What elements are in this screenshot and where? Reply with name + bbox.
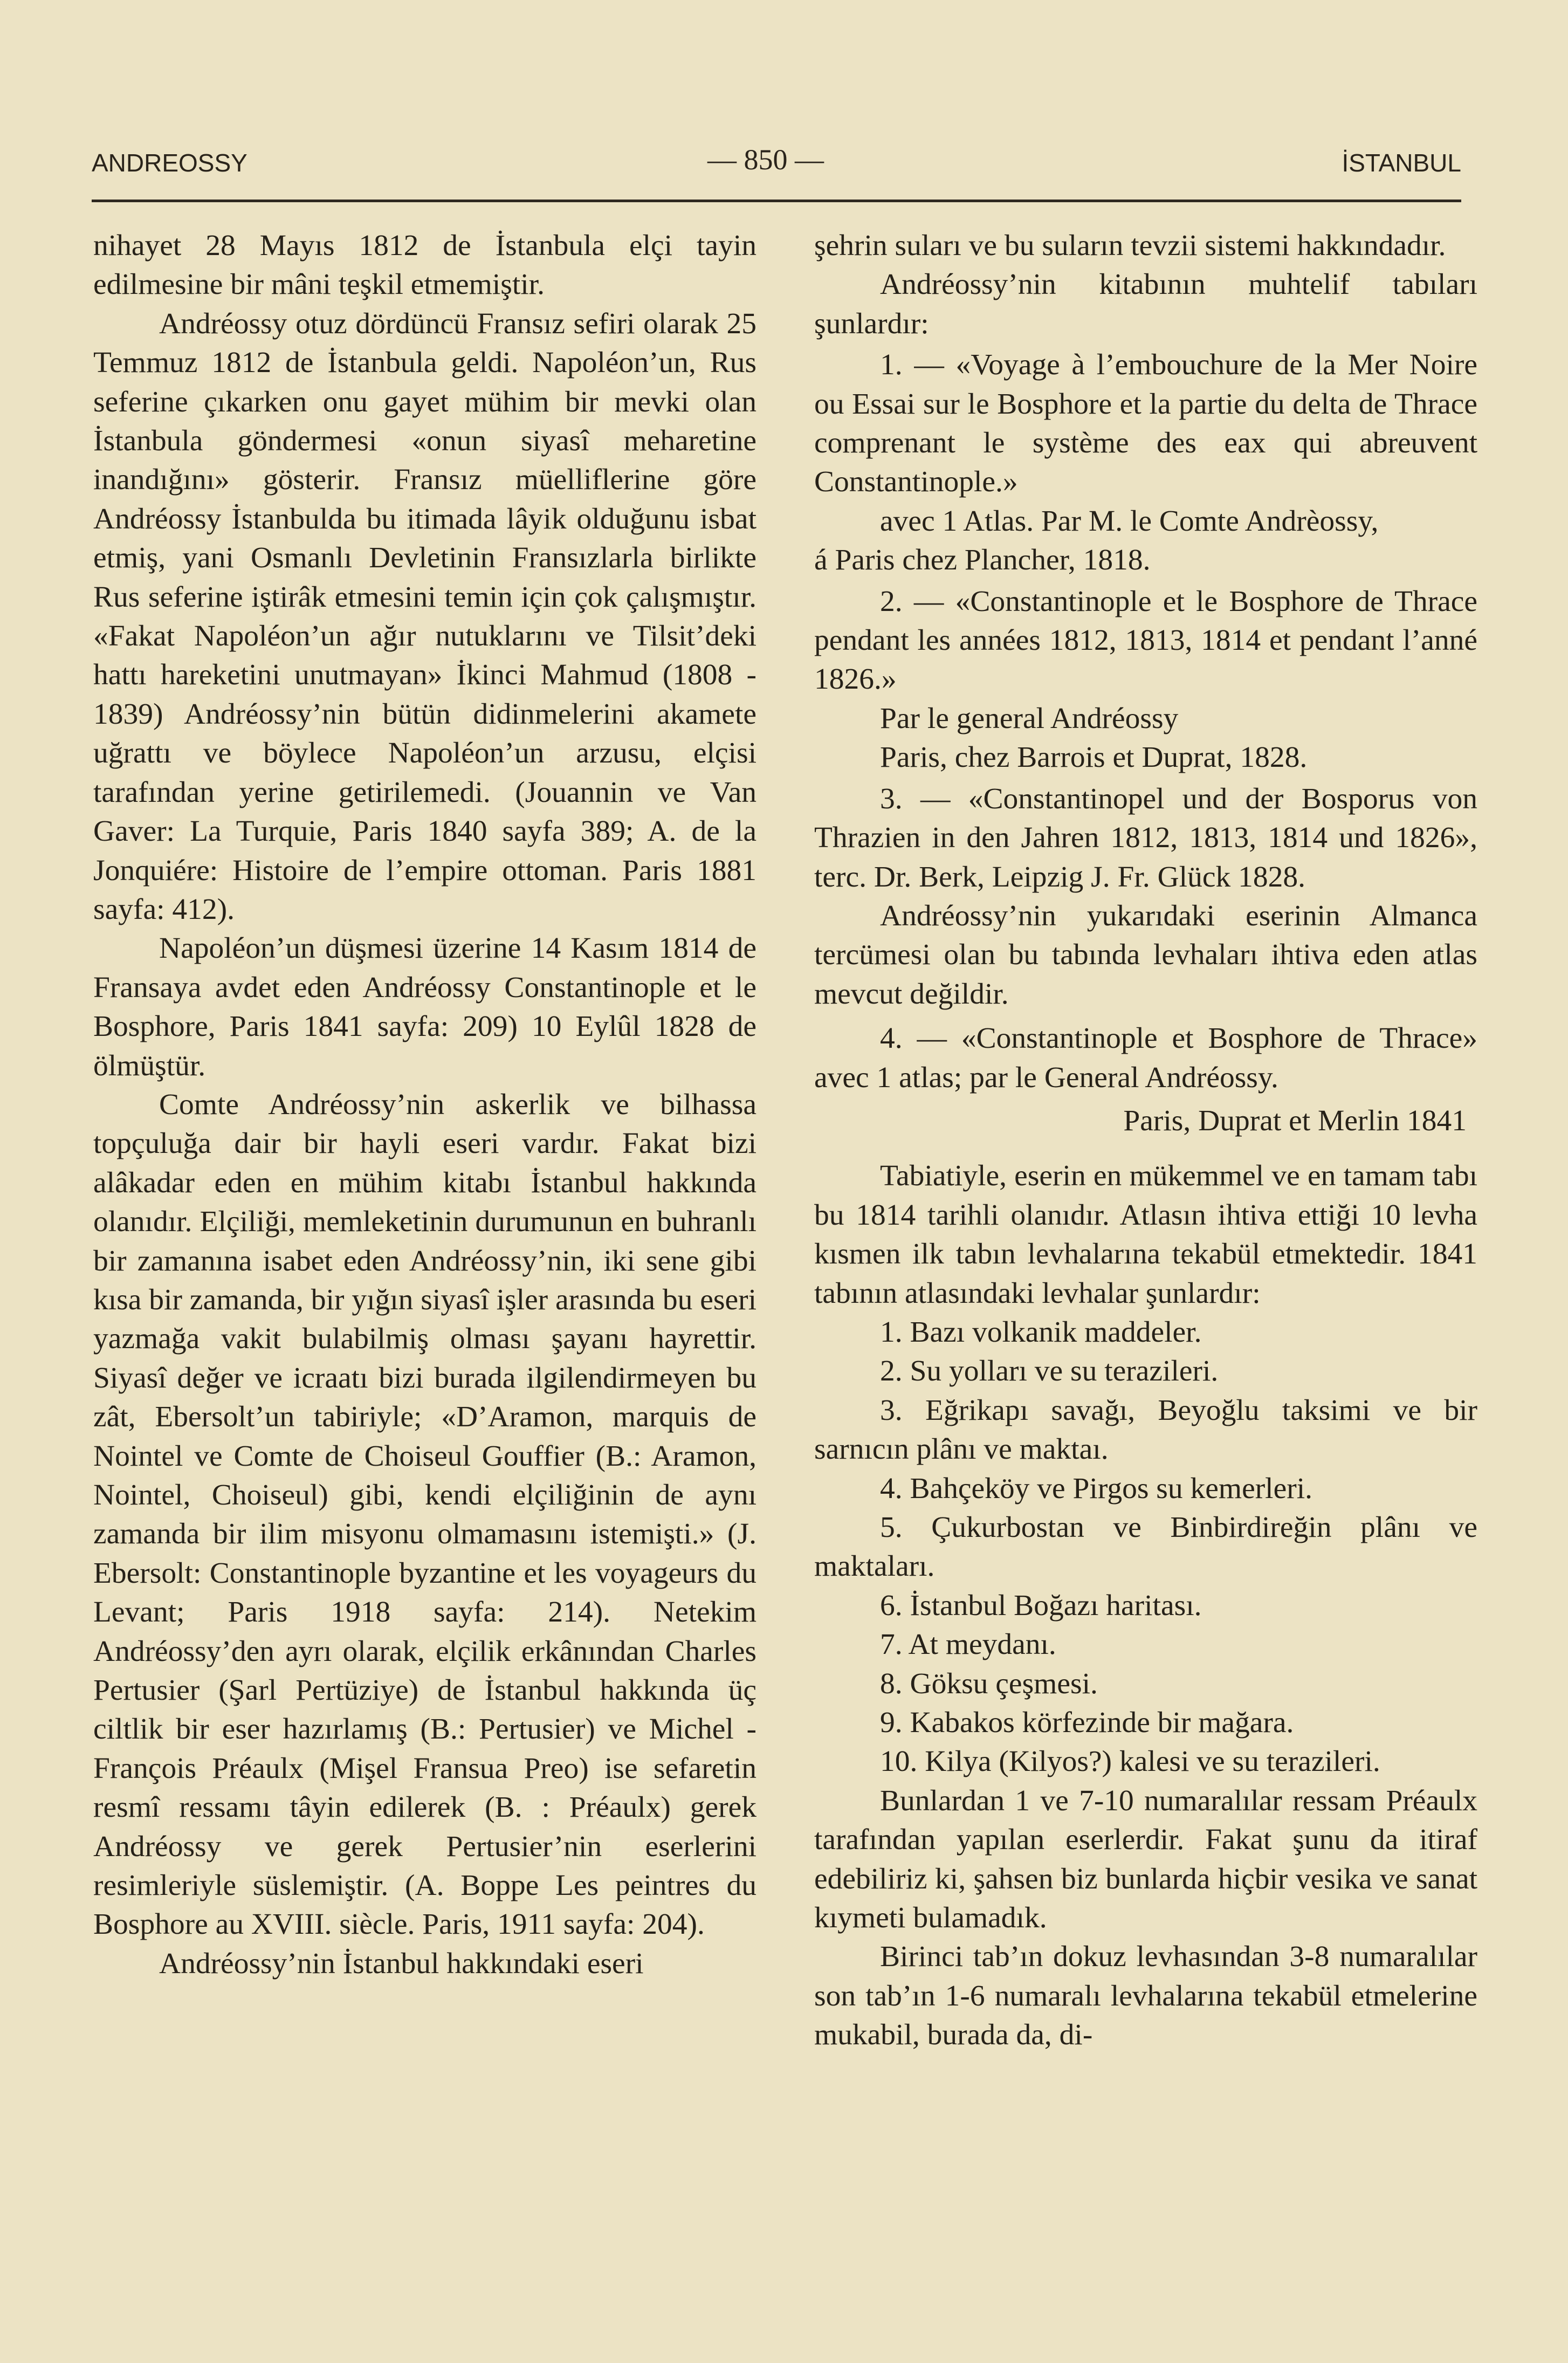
edition-2-imprint: Paris, chez Barrois et Duprat, 1828. — [880, 741, 1308, 774]
plate-list-item: 10. Kilya (Kilyos?) kalesi ve su terazileri. — [880, 1745, 1380, 1778]
paragraph: Bunlardan 1 ve 7-10 numaralılar ressam Préaulx tarafından yapılan eserlerdir. Fakat şunu da itiraf edebiliriz ki, şahsen biz bunlarda hiçbir vesika ve sanat kıymeti bulamadık. — [814, 1784, 1477, 1935]
edition-1-title: 1. — «Voyage à l’embouchure de la Mer Noire ou Essai sur le Bosphore et la partie du delta de Thrace comprenant le système des eax qui abreuvent Constantinople.» — [814, 348, 1477, 499]
paragraph: Napoléon’un düşmesi üzerine 14 Kasım 1814 de Fransaya avdet eden Andréossy Constantinople et le Bosphore, Paris 1841 sayfa: 209) 10 Eylûl 1828 de ölmüştür. — [93, 932, 757, 1082]
edition-4-imprint: Paris, Duprat et Merlin 1841 — [1123, 1104, 1467, 1137]
left-column — [93, 226, 757, 1983]
plate-list-item: 4. Bahçeköy ve Pirgos su kemerleri. — [880, 1472, 1313, 1505]
page-number: — 850 — — [707, 143, 824, 176]
plate-list-item: 2. Su yolları ve su terazileri. — [880, 1355, 1219, 1388]
edition-4-title: 4. — «Constantinople et Bosphore de Thrace» avec 1 atlas; par le General Andréossy. — [814, 1022, 1477, 1094]
edition-2-author: Par le general Andréossy — [880, 702, 1179, 735]
right-column — [814, 226, 1477, 2055]
plate-list-item: 1. Bazı volkanik maddeler. — [880, 1315, 1202, 1349]
paragraph: Andréossy’nin yukarıdaki eserinin Almanca tercümesi olan bu tabında levhaları ihtiva eden atlas mevcut değildir. — [814, 899, 1477, 1011]
plate-list-item: 9. Kabakos körfezinde bir mağara. — [880, 1706, 1294, 1740]
plate-list-item: 5. Çukurbostan ve Binbirdireğin plânı ve maktaları. — [814, 1511, 1477, 1583]
paragraph: şehrin suları ve bu suların tevzii sistemi hakkındadır. — [814, 229, 1446, 262]
paragraph: Tabiatiyle, eserin en mükemmel ve en tamam tabı bu 1814 tarihli olanıdır. Atlasın ihtiva ettiği 10 levha kısmen ilk tabın levhalarına tekabül etmektedir. 1841 tabının atlasındaki levhalar şunlardır: — [814, 1159, 1477, 1310]
plate-list-item: 3. Eğrikapı savağı, Beyoğlu taksimi ve bir sarnıcın plânı ve maktaı. — [814, 1393, 1477, 1466]
paragraph: Andréossy otuz dördüncü Fransız sefiri olarak 25 Temmuz 1812 de İstanbula geldi. Napoléon’un, Rus seferine çıkarken onu gayet mühim bir mevki olan İstanbula göndermesi «onun siyasî meharetine inandığını» gösterir. Fransız müelliflerine göre Andréossy İstanbulda bu itimada lâyik olduğunu isbat etmiş, yani Osmanlı Devletinin Fransızlarla birlikte Rus seferine iştirâk etmesini temin için çok çalışmıştır. «Fakat Napoléon’un ağır nutuklarını ve Tilsit’deki hattı hareketini unutmayan» İkinci Mahmud (1808 - 1839) Andréossy’nin bütün didinmelerini akamete uğrattı ve böylece Napoléon’un arzusu, elçisi tarafından yerine getirilemedi. (Jouannin ve Van Gaver: La Turquie, Paris 1840 sayfa 389; A. de la Jonquiére: Histoire de l’empire ottoman. Paris 1881 sayfa: 412). — [93, 307, 757, 926]
edition-1-publisher: avec 1 Atlas. Par M. le Comte Andrèossy, — [880, 504, 1379, 538]
header-right-title: İSTANBUL — [1342, 149, 1461, 177]
plate-list-item: 7. At meydanı. — [880, 1628, 1056, 1661]
paragraph: nihayet 28 Mayıs 1812 de İstanbula elçi tayin edilmesine bir mâni teşkil etmemiştir. — [93, 229, 757, 301]
header-rule — [92, 200, 1461, 202]
paragraph: Andréossy’nin İstanbul hakkındaki eseri — [159, 1947, 644, 1980]
edition-3-title: 3. — «Constantinopel und der Bosporus von Thrazien in den Jahren 1812, 1813, 1814 und 1826», terc. Dr. Berk, Leipzig J. Fr. Glück 1828. — [814, 782, 1477, 894]
header-left-title: ANDREOSSY — [92, 149, 247, 177]
paragraph: Comte Andréossy’nin askerlik ve bilhassa topçuluğa dair bir hayli eseri vardır. Fakat bizi alâkadar eden en mühim kitabı İstanbul hakkında olanıdır. Elçiliği, memleketinin durumunun en buhranlı bir zamanına isabet eden Andréossy’nin, iki sene gibi kısa bir zamanda, bir yığın siyasî işler arasında bu eseri yazmağa vakit bulabilmiş olması şayanı hayrettir. Siyasî değer ve icraatı bizi burada ilgilendirmeyen bu zât, Ebersolt’un tabiriyle; «D’Aramon, marquis de Nointel ve Comte de Choiseul Gouffier (B.: Aramon, Nointel, Choiseul) gibi, kendi elçiliğinin de aynı zamanda bir ilim misyonu olmamasını istemişti.» (J. Ebersolt: Constantinople byzantine et les voyageurs du Levant; Paris 1918 sayfa: 214). Netekim Andréossy’den ayrı olarak, elçilik erkânından Charles Pertusier (Şarl Pertüziye) de İstanbul hakkında üç ciltlik bir eser hazırlamış (B.: Pertusier) ve Michel - François Préaulx (Mişel Fransua Preo) ise sefaretin resmî ressamı tâyin edilerek (B. : Préaulx) gerek Andréossy ve gerek Pertusier’nin eserlerini resimleriyle süslemiştir. (A. Boppe Les peintres du Bosphore au XVIII. siècle. Paris, 1911 sayfa: 204). — [93, 1088, 757, 1941]
edition-2-title: 2. — «Constantinople et le Bosphore de Thrace pendant les années 1812, 1813, 1814 et pendant l’anné 1826.» — [814, 585, 1477, 696]
edition-1-imprint: á Paris chez Plancher, 1818. — [814, 544, 1151, 577]
paragraph: Birinci tab’ın dokuz levhasından 3-8 numaralılar son tab’ın 1-6 numaralı levhalarına tekabül etmelerine mukabil, burada da, di- — [814, 1940, 1477, 2052]
plate-list-item: 6. İstanbul Boğazı haritası. — [880, 1589, 1202, 1622]
paragraph: Andréossy’nin kitabının muhtelif tabıları şunlardır: — [814, 268, 1477, 340]
plate-list-item: 8. Göksu çeşmesi. — [880, 1667, 1098, 1700]
